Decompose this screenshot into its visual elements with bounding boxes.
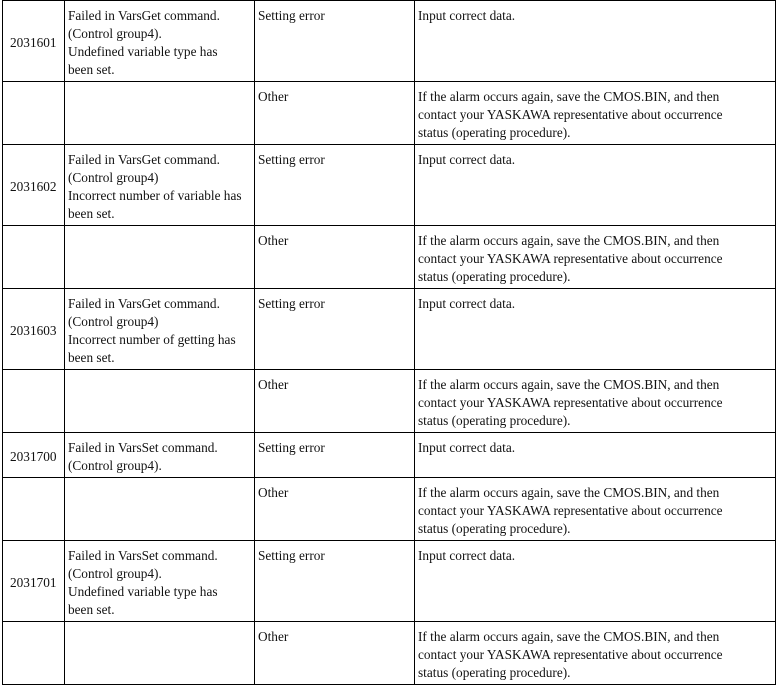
alarm-cause: Setting error [255, 145, 415, 226]
empty-cell [3, 622, 65, 685]
text-line: contact your YASKAWA representative about occurrence [418, 251, 723, 266]
alarm-remedy [415, 1, 776, 82]
text-line: Incorrect number of variable has [68, 188, 242, 203]
text-line: been set. [68, 206, 115, 221]
empty-cell [3, 370, 65, 433]
text-line: Input correct data. [418, 440, 516, 455]
alarm-cause: Other [255, 226, 415, 289]
alarm-remedy [415, 541, 776, 622]
text-line: Failed in VarsGet command. [68, 152, 220, 167]
text-line: (Control group4). [68, 26, 162, 41]
table-row [3, 433, 776, 478]
empty-cell [65, 622, 255, 685]
text-line: Input correct data. [418, 548, 516, 563]
table-row [3, 145, 776, 226]
alarm-code: 2031602 [3, 145, 65, 226]
text-line: Undefined variable type has [68, 584, 218, 599]
alarm-remedy [415, 478, 776, 541]
text-line: status (operating procedure). [418, 665, 571, 680]
alarm-cause: Setting error [255, 433, 415, 478]
alarm-code: 2031603 [3, 289, 65, 370]
text-line: Undefined variable type has [68, 44, 218, 59]
text-line: If the alarm occurs again, save the CMOS.BIN, and then [418, 629, 720, 644]
text-line: contact your YASKAWA representative about occurrence [418, 647, 723, 662]
text-line: contact your YASKAWA representative about occurrence [418, 503, 723, 518]
table-row [3, 478, 776, 541]
empty-cell [65, 478, 255, 541]
alarm-code: 2031701 [3, 541, 65, 622]
alarm-meaning [65, 1, 255, 82]
alarm-remedy [415, 226, 776, 289]
text-line: status (operating procedure). [418, 269, 571, 284]
text-line: (Control group4). [68, 566, 162, 581]
alarm-meaning [65, 433, 255, 478]
text-line: Failed in VarsSet command. [68, 548, 218, 563]
alarm-meaning [65, 145, 255, 226]
text-line: contact your YASKAWA representative about occurrence [418, 107, 723, 122]
table-row [3, 82, 776, 145]
text-line: been set. [68, 350, 115, 365]
text-line: status (operating procedure). [418, 125, 571, 140]
text-line: If the alarm occurs again, save the CMOS.BIN, and then [418, 377, 720, 392]
text-line: contact your YASKAWA representative about occurrence [418, 395, 723, 410]
table-row [3, 370, 776, 433]
alarm-code: 2031601 [3, 1, 65, 82]
alarm-remedy [415, 145, 776, 226]
alarm-code: 2031700 [3, 433, 65, 478]
alarm-cause: Setting error [255, 541, 415, 622]
alarm-remedy [415, 370, 776, 433]
alarm-table-body [3, 1, 776, 685]
text-line: Incorrect number of getting has [68, 332, 236, 347]
table-row [3, 289, 776, 370]
text-line: If the alarm occurs again, save the CMOS.BIN, and then [418, 233, 720, 248]
text-line: status (operating procedure). [418, 413, 571, 428]
empty-cell [65, 370, 255, 433]
text-line: been set. [68, 602, 115, 617]
table-row [3, 226, 776, 289]
text-line: If the alarm occurs again, save the CMOS.BIN, and then [418, 89, 720, 104]
alarm-cause: Other [255, 370, 415, 433]
alarm-meaning [65, 541, 255, 622]
text-line: Failed in VarsGet command. [68, 8, 220, 23]
alarm-cause: Other [255, 622, 415, 685]
empty-cell [3, 478, 65, 541]
alarm-cause: Setting error [255, 1, 415, 82]
empty-cell [65, 82, 255, 145]
text-line: status (operating procedure). [418, 521, 571, 536]
text-line: Input correct data. [418, 8, 516, 23]
table-row [3, 541, 776, 622]
text-line: Failed in VarsSet command. [68, 440, 218, 455]
text-line: (Control group4). [68, 458, 162, 473]
text-line: If the alarm occurs again, save the CMOS.BIN, and then [418, 485, 720, 500]
alarm-cause: Other [255, 82, 415, 145]
table-row [3, 1, 776, 82]
alarm-cause: Other [255, 478, 415, 541]
alarm-remedy [415, 289, 776, 370]
alarm-table [2, 0, 776, 685]
text-line: Input correct data. [418, 296, 516, 311]
alarm-meaning [65, 289, 255, 370]
text-line: (Control group4) [68, 314, 159, 329]
alarm-remedy [415, 82, 776, 145]
alarm-remedy [415, 622, 776, 685]
text-line: been set. [68, 62, 115, 77]
text-line: Input correct data. [418, 152, 516, 167]
alarm-remedy [415, 433, 776, 478]
text-line: Failed in VarsGet command. [68, 296, 220, 311]
alarm-cause: Setting error [255, 289, 415, 370]
empty-cell [3, 226, 65, 289]
empty-cell [65, 226, 255, 289]
text-line: (Control group4) [68, 170, 159, 185]
empty-cell [3, 82, 65, 145]
table-row [3, 622, 776, 685]
